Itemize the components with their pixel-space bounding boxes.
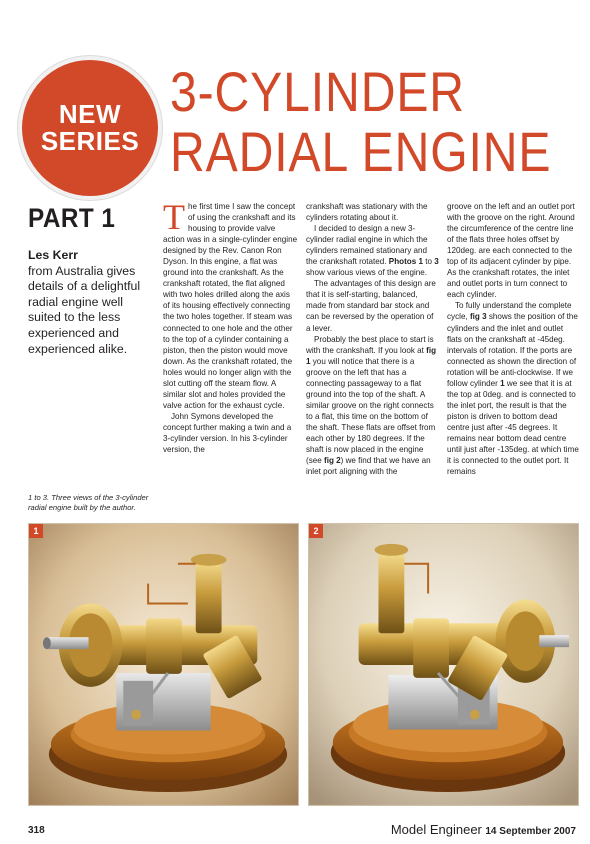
text-column-1 <box>163 197 298 455</box>
paragraph-text: ) we find that we have an inlet port aligning with the <box>306 456 431 477</box>
paragraph-text: to <box>422 257 435 267</box>
text-column-3 <box>447 201 579 477</box>
paragraph-text: we see that it is at the top at 0deg. and is connected to the inlet port, the result is that the piston is driven to bottom dead centre just after -45 degrees. It remains near bottom dead centre until just after -135deg. at which time it is connected to the outlet port. It remains <box>447 378 579 477</box>
paragraph-text: he first time I saw the concept of using the crankshaft and its housing to provide valve action was in a single-cylinder engine designed by the Rev. Canon Ron Dyson. In this engine, a flat was ground into the crankshaft. As the crankshaft rotated, the flat aligned with two holes drilled along the axis of its housing effectively connecting the two holes together. If steam was connected to one hole and the other to the top of a cylinder containing a piston, then the piston would move down. As the crankshaft rotated, the holes would no longer align with the slot cutting off the steam flow. A similar slot and holes provided the valve action for the exhaust cycle. <box>163 202 298 410</box>
issue-date: 14 September 2007 <box>485 826 576 837</box>
paragraph-text: Probably the best place to start is with the crankshaft. If you look at <box>306 334 434 355</box>
badge-line2: SERIES <box>40 126 140 156</box>
paragraph-text: you will notice that there is a groove on the left that has a connecting passageway to a flat ground into the top of the shaft. A similar groove on the right connects to a flat, this time on the bottom of the shaft. These flats are offset from each other by 180 degrees. If the shaft is now placed in the engine (see <box>306 356 436 466</box>
page-number: 318 <box>28 825 45 836</box>
figure-reference: fig 2 <box>324 456 341 466</box>
figure-reference: fig 1 <box>306 345 437 366</box>
paragraph: The advantages of this design are that it is self-starting, balanced, made from standard bar stock and can be reversed by the operation of a lever. <box>306 279 436 333</box>
engine-photo-1 <box>28 523 299 806</box>
paragraph-text: shows the position of the cylinders and the inlet and outlet flats on the crankshaft at -45deg. intervals of rotation. If the ports are connected as shown the direction of rotation will be anti-clockwise. If we follow cylinder <box>447 312 578 388</box>
paragraph-text: To fully understand the complete cycle, <box>447 301 572 322</box>
photo-reference: Photos 1 <box>388 257 423 267</box>
engine-photo-2 <box>308 523 579 806</box>
photo-caption: 1 to 3. Three views of the 3-cylinder radial engine built by the author. <box>28 493 149 513</box>
standfirst <box>28 248 156 357</box>
photo-number: 1 <box>29 524 43 538</box>
cylinder-reference: 1 <box>500 378 505 388</box>
paragraph <box>306 334 439 478</box>
paragraph: groove on the left and an outlet port with the groove on the right. Around the circumference of the centre line of the flats three holes offset by 120deg. are each connected to the top of its adjacent cylinder by pipe. As the crankshaft rotates, the inlet and outlet ports in turn connect to each cylinder. <box>447 202 575 300</box>
paragraph <box>306 223 439 278</box>
paragraph-text: I decided to design a new 3-cylinder radial engine in which the cylinders remained stationary and the crankshaft rotated. <box>306 224 428 267</box>
photo-number: 2 <box>309 524 323 538</box>
figure-reference: fig 3 <box>469 312 487 322</box>
paragraph <box>163 197 298 411</box>
engine-illustration-2 <box>309 524 578 805</box>
badge-line1: NEW <box>58 99 122 129</box>
drop-cap: T <box>163 197 185 237</box>
title-line2: RADIAL ENGINE <box>170 120 552 183</box>
engine-illustration-1 <box>29 524 298 805</box>
magazine-footer <box>391 822 576 837</box>
title-line1: 3-CYLINDER <box>170 60 465 123</box>
article-title <box>170 62 580 182</box>
photo-reference: 3 <box>434 257 439 267</box>
magazine-name: Model Engineer <box>390 822 482 837</box>
part-heading: PART 1 <box>28 203 116 233</box>
new-series-badge <box>22 60 158 196</box>
author-name: Les Kerr <box>28 248 78 262</box>
paragraph <box>447 300 579 477</box>
standfirst-text: from Australia gives details of a delightful radial engine well suited to the less experienced and experienced alike. <box>28 263 141 356</box>
paragraph-text: show various views of the engine. <box>306 268 428 278</box>
text-column-2 <box>306 201 439 477</box>
paragraph: John Symons developed the concept further making a twin and a 3-cylinder version. In his 3-cylinder version, the <box>163 411 292 455</box>
paragraph: crankshaft was stationary with the cylinders rotating about it. <box>306 202 428 223</box>
